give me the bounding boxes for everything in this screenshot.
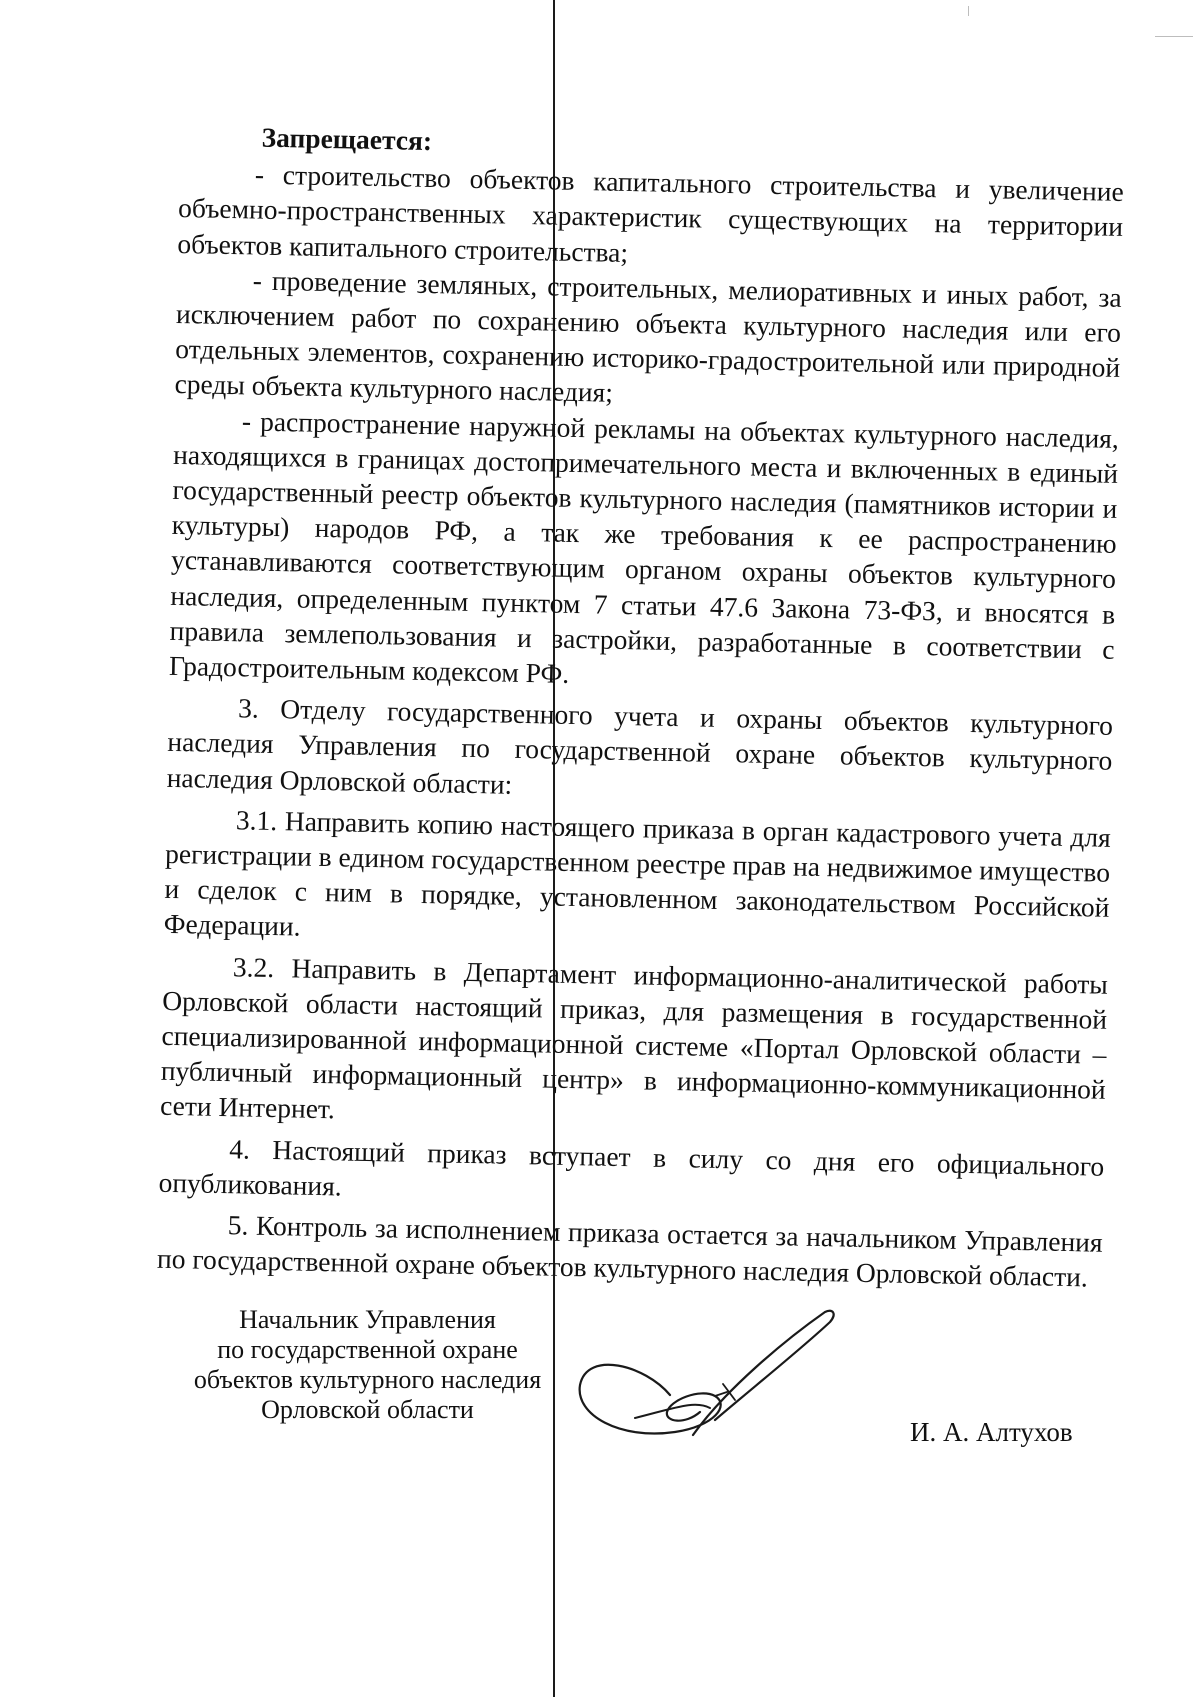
position-line: Начальник Управления bbox=[239, 1305, 496, 1334]
position-line: Орловской области bbox=[261, 1395, 474, 1424]
scan-speck bbox=[968, 6, 969, 16]
position-line: по государственной охране bbox=[217, 1335, 518, 1364]
prohibition-item: - строительство объектов капитального строительства и увеличение объемно-пространственных характеристик существующих на территории объектов капитального строительства; bbox=[177, 158, 1125, 268]
signer-name: И. А. Алтухов bbox=[910, 1417, 1073, 1447]
prohibition-item: - проведение земляных, строительных, мелиоративных и иных работ, за исключением работ по сохранению объекта культурного наследия или его отдельных элементов, сохранению историко-градостроительной или природной среды объекта культурного наследия; bbox=[174, 264, 1122, 409]
section-heading: Запрещается: bbox=[261, 121, 433, 157]
prohibition-item: - распространение наружной рекламы на объектах культурного наследия, находящихся в границах достопримечательного места и включенных в единый государственный реестр объектов культурного наследия (памятников истории и культуры) народов РФ, а так же требования к ее распространению устанавливаются соответствующим органом охраны объектов культурного наследия, определенным пунктом 7 статьи 47.6 Закона 73-ФЗ, и вносятся в правила землепользования и застройки, разработанные в соответствии с Градостроительным кодексом РФ. bbox=[168, 404, 1120, 689]
order-clause: 3.1. Направить копию настоящего приказа в орган кадастрового учета для регистрации в едином государственном реестре прав на недвижимое имущество и сделок с ним в порядке, установленном законодательством Российской Федерации. bbox=[163, 804, 1112, 943]
order-clause: 3. Отделу государственного учета и охраны объектов культурного наследия Управления по государственной охране объектов культурного наследия Орловской области: bbox=[166, 692, 1114, 800]
handwritten-signature bbox=[575, 1300, 865, 1450]
signatory-position bbox=[165, 1305, 570, 1425]
position-line: объектов культурного наследия bbox=[193, 1365, 542, 1394]
order-clause: 4. Настоящий приказ вступает в силу со дня его официального опубликования. bbox=[158, 1132, 1105, 1202]
document-body bbox=[157, 118, 1125, 1295]
scan-speck bbox=[1155, 36, 1193, 37]
order-clause: 3.2. Направить в Департамент информационно-аналитической работы Орловской области настоящий приказ, для размещения в государственной специализированной информационной системе «Портал Орловской области – публичный информационный центр» в информационно-коммуникационной сети Интернет. bbox=[159, 950, 1109, 1125]
order-clause: 5. Контроль за исполнением приказа остается за начальником Управления по государственной охране объектов культурного наследия Орловской области. bbox=[156, 1209, 1103, 1293]
